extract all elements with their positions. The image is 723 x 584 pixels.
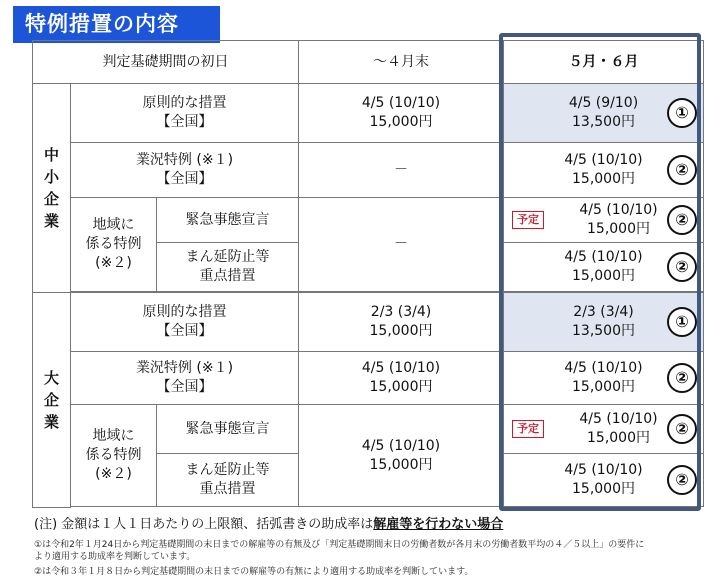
sme-general-mayjune: 4/5 (9/10) 13,500円 ① xyxy=(504,84,704,143)
note-1: ①は令和2年１月24日から判定基礎期間の末日までの解雇等の有無及び「判定基礎期間末日の労働者数が各月末の労働者数平均の４／５以上」の要件に より適用する助成率を判断しています。 xyxy=(34,540,645,562)
rate-rule-2-badge: ② xyxy=(667,414,697,444)
large-general-measure: 原則的な措置 【全国】 xyxy=(71,293,299,352)
april-header: ～４月末 xyxy=(299,41,504,84)
large-general-april: 2/3 (3/4) 15,000円 xyxy=(299,293,504,352)
rate-rule-2-badge: ② xyxy=(667,155,697,185)
sme-general-measure: 原則的な措置 【全国】 xyxy=(71,84,299,143)
rate-rule-1-badge: ① xyxy=(667,307,697,337)
note-2: ②は令和３年１月８日から判定基礎期間の末日までの解雇等の有無により適用する助成率を判断しています。 xyxy=(34,567,474,577)
rate-rule-1-badge: ① xyxy=(667,98,697,128)
large-general-mayjune: 2/3 (3/4) 13,500円 ① xyxy=(504,293,704,352)
sme-regional-special: 地域に 係る特例 (※２) xyxy=(71,198,157,292)
planned-badge: 予定 xyxy=(512,211,544,229)
sme-business-april: － xyxy=(299,143,504,198)
may-june-header: ５月・６月 xyxy=(504,41,704,84)
sme-business-mayjune: 4/5 (10/10) 15,000円 ② xyxy=(504,143,704,198)
sme-prevention-mayjune: 4/5 (10/10) 15,000円 ② xyxy=(504,243,704,292)
large-emergency-mayjune: 予定 4/5 (10/10) 15,000円 ② xyxy=(504,405,704,454)
large-business-april: 4/5 (10/10) 15,000円 xyxy=(299,352,504,405)
rate-rule-2-badge: ② xyxy=(667,252,697,282)
rate-rule-2-badge: ② xyxy=(667,465,697,495)
sme-regional-april: － xyxy=(299,198,504,292)
large-regional-special: 地域に 係る特例 (※２) xyxy=(71,405,157,507)
large-business-special: 業況特例 (※１) 【全国】 xyxy=(71,352,299,405)
large-label: 大企業 xyxy=(33,293,71,508)
large-emergency-label: 緊急事態宣言 xyxy=(157,405,299,454)
base-date-header: 判定基礎期間の初日 xyxy=(33,41,299,84)
sme-general-april: 4/5 (10/10) 15,000円 xyxy=(299,84,504,143)
note-main: (注) 金額は１人１日あたりの上限額、括弧書きの助成率は解雇等を行わない場合 xyxy=(34,517,504,532)
measures-table xyxy=(32,40,704,508)
large-prevention-mayjune: 4/5 (10/10) 15,000円 ② xyxy=(504,454,704,507)
large-business-mayjune: 4/5 (10/10) 15,000円 ② xyxy=(504,352,704,405)
rate-rule-2-badge: ② xyxy=(667,205,697,235)
planned-badge: 予定 xyxy=(512,420,544,438)
sme-emergency-mayjune: 予定 4/5 (10/10) 15,000円 ② xyxy=(504,198,704,243)
section-title: 特例措置の内容 xyxy=(13,6,220,43)
sme-emergency-label: 緊急事態宣言 xyxy=(157,198,299,243)
large-prevention-label: まん延防止等 重点措置 xyxy=(157,454,299,507)
rate-rule-2-badge: ② xyxy=(667,363,697,393)
large-regional-april: 4/5 (10/10) 15,000円 xyxy=(299,405,504,507)
sme-label: 中小企業 xyxy=(33,84,71,293)
sme-prevention-label: まん延防止等 重点措置 xyxy=(157,243,299,292)
sme-business-special: 業況特例 (※１) 【全国】 xyxy=(71,143,299,198)
